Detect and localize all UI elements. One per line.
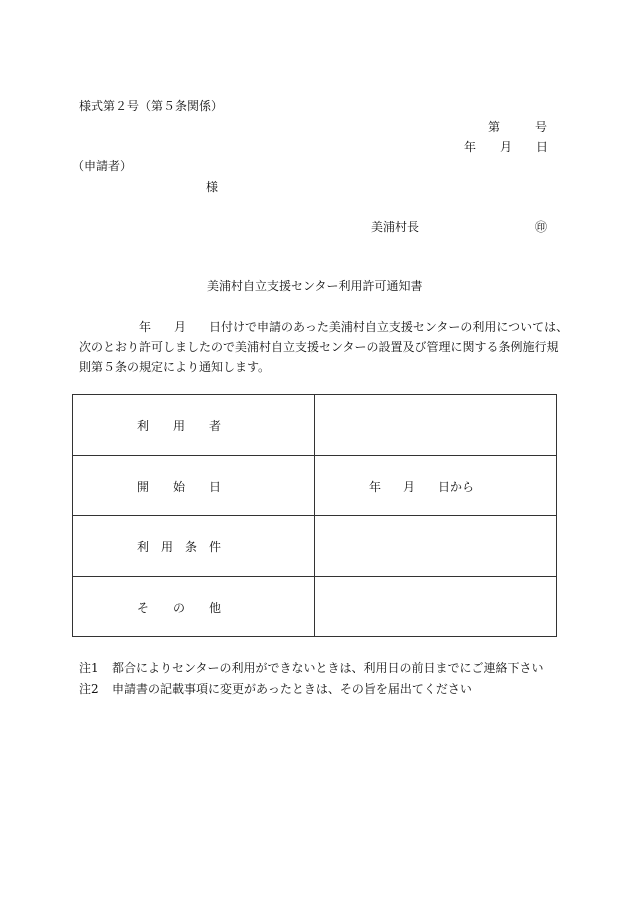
doc-number-dai: 第 xyxy=(488,120,501,134)
table-row xyxy=(73,516,557,577)
label-char: 用 xyxy=(173,419,186,433)
label-conditions xyxy=(73,516,315,577)
note-2-text: 申請書の記載事項に変更があったときは、その旨を届出てください xyxy=(112,682,472,696)
table-row xyxy=(73,576,557,637)
value-month: 月 xyxy=(403,479,416,494)
table-row xyxy=(73,455,557,516)
body-line1: 日付けで申請のあった美浦村自立支援センターの利用については、 xyxy=(209,320,569,334)
issuer-name: 美浦村長 xyxy=(371,220,420,234)
body-line3: 則第５条の規定により通知します。 xyxy=(79,360,271,374)
applicant-sama: 様 xyxy=(206,180,219,194)
seal-mark: ㊞ xyxy=(535,220,548,234)
label-char: 者 xyxy=(209,419,222,433)
label-user xyxy=(73,395,315,456)
date-month: 月 xyxy=(500,140,513,154)
date-year: 年 xyxy=(464,140,477,154)
value-user xyxy=(315,395,557,456)
label-char: 日 xyxy=(209,479,222,494)
label-start-date xyxy=(73,455,315,516)
label-other xyxy=(73,576,315,637)
table-row xyxy=(73,395,557,456)
label-char: 件 xyxy=(209,540,222,554)
label-char: 条 xyxy=(185,540,198,554)
label-char: 用 xyxy=(161,540,174,554)
value-year: 年 xyxy=(369,479,382,494)
body-month: 月 xyxy=(174,320,187,334)
value-other xyxy=(315,576,557,637)
value-start-date xyxy=(315,455,557,516)
body-line2: 次のとおり許可しましたので美浦村自立支援センターの設置及び管理に関する条例施行規 xyxy=(79,340,559,354)
label-char: 開 xyxy=(137,479,150,494)
note-1-mark: 注1 xyxy=(79,661,99,675)
form-number: 様式第２号（第５条関係） xyxy=(79,99,224,113)
note-2-mark: 注2 xyxy=(79,682,99,696)
label-char: 利 xyxy=(137,419,150,433)
label-char: 利 xyxy=(137,540,150,554)
value-conditions xyxy=(315,516,557,577)
label-char: そ xyxy=(137,600,150,615)
label-char: の xyxy=(173,600,186,615)
date-day: 日 xyxy=(536,140,549,154)
note-1-text: 都合によりセンターの利用ができないときは、利用日の前日までにご連絡下さい xyxy=(112,661,544,675)
label-char: 始 xyxy=(173,479,186,494)
doc-number-go: 号 xyxy=(535,120,548,134)
permit-table xyxy=(72,394,557,637)
document-title: 美浦村自立支援センター利用許可通知書 xyxy=(207,279,423,293)
value-day: 日から xyxy=(438,479,475,494)
applicant-label: （申請者） xyxy=(72,159,133,173)
label-char: 他 xyxy=(209,600,222,615)
body-year: 年 xyxy=(139,320,152,334)
